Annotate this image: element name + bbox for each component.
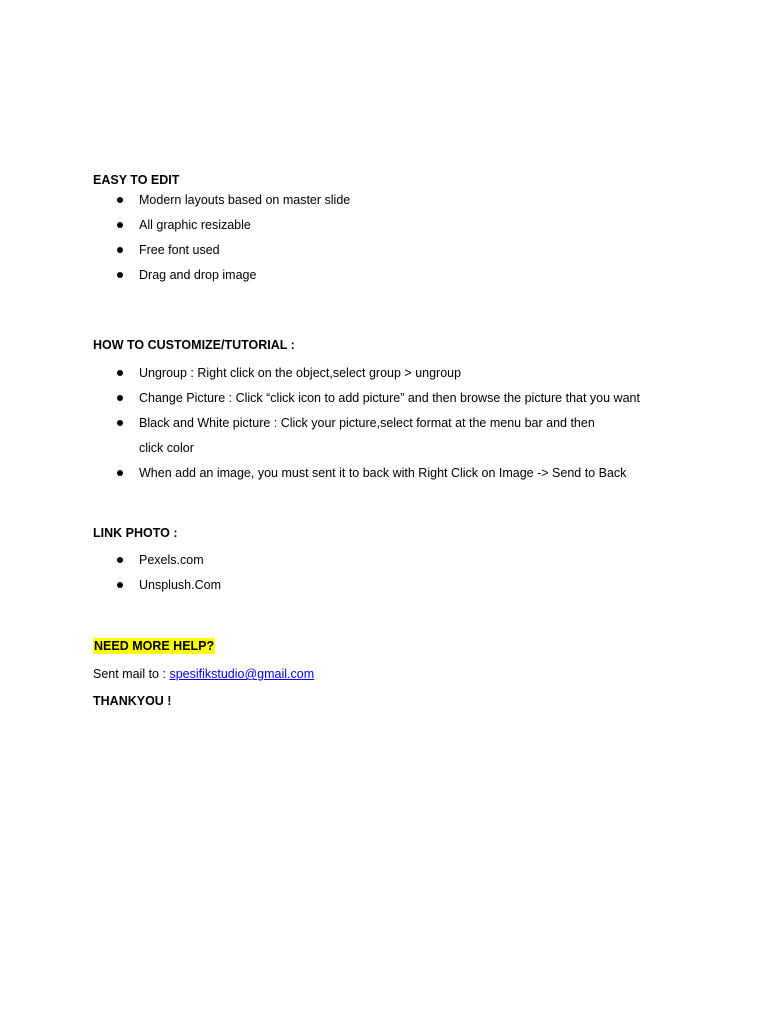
bullet-icon	[117, 557, 123, 563]
list-item-text-continuation: click color	[139, 441, 194, 455]
bullet-icon	[117, 395, 123, 401]
list-item	[93, 411, 640, 461]
list-item	[93, 548, 221, 573]
list-item	[93, 573, 221, 598]
bullet-icon	[117, 247, 123, 253]
list-how-to-customize	[93, 361, 640, 486]
document-page	[93, 172, 733, 708]
bullet-icon	[117, 470, 123, 476]
list-item	[93, 386, 640, 411]
list-item-text: Free font used	[139, 243, 220, 257]
list-item-text: Ungroup : Right click on the object,select group > ungroup	[139, 366, 462, 380]
list-link-photo	[93, 548, 221, 598]
list-item	[93, 263, 733, 288]
list-item	[93, 188, 733, 213]
bullet-icon	[117, 222, 123, 228]
list-item-text: All graphic resizable	[139, 218, 251, 232]
thank-you-text: THANKYOU !	[93, 694, 172, 708]
heading-how-to-customize: HOW TO CUSTOMIZE/TUTORIAL :	[93, 338, 295, 352]
bullet-icon	[117, 370, 123, 376]
mail-prefix: Sent mail to :	[93, 667, 170, 681]
heading-link-photo: LINK PHOTO :	[93, 526, 178, 540]
list-item-text: Drag and drop image	[139, 268, 257, 282]
list-item	[93, 213, 733, 238]
list-item-text: Black and White picture : Click your picture,select format at the menu bar and then	[139, 416, 595, 430]
bullet-icon	[117, 197, 123, 203]
list-item-text: When add an image, you must sent it to back with Right Click on Image -> Send to Back	[139, 466, 627, 480]
list-item-text: Modern layouts based on master slide	[139, 193, 351, 207]
bullet-icon	[117, 582, 123, 588]
bullet-icon	[117, 420, 123, 426]
bullet-icon	[117, 272, 123, 278]
list-item-text: Unsplush.Com	[139, 578, 221, 592]
mail-line	[93, 666, 314, 682]
heading-easy-to-edit: EASY TO EDIT	[93, 173, 180, 187]
help-highlight: NEED MORE HELP?	[94, 639, 215, 653]
list-item	[93, 361, 640, 386]
list-easy-to-edit	[93, 188, 733, 288]
list-item	[93, 238, 733, 263]
heading-need-more-help	[93, 638, 215, 654]
email-link[interactable]: spesifikstudio@gmail.com	[169, 667, 315, 681]
list-item-text: Pexels.com	[139, 553, 204, 567]
list-item-text: Change Picture : Click “click icon to add picture” and then browse the picture that you want	[139, 391, 640, 405]
list-item	[93, 461, 640, 486]
